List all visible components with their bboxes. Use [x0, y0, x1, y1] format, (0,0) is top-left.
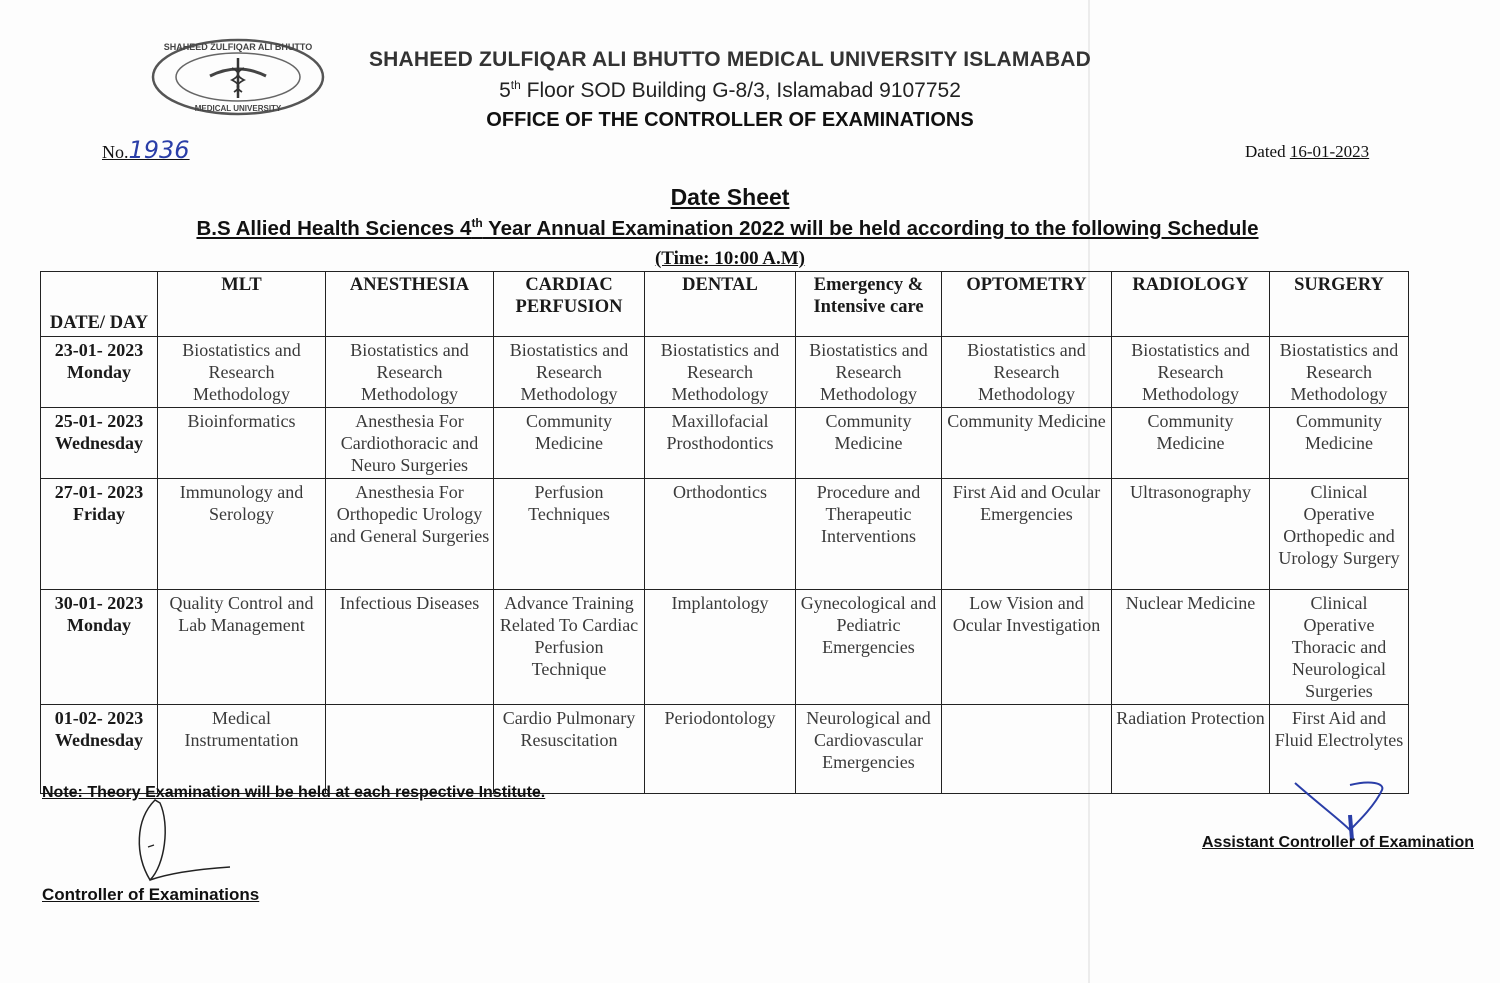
subject-cell: Community Medicine: [1270, 408, 1409, 479]
handwritten-number: 1936: [128, 136, 190, 164]
col-header-anesthesia: ANESTHESIA: [326, 272, 494, 337]
subject-cell: Procedure and Therapeutic Interventions: [796, 479, 942, 590]
reference-number: No.1936: [102, 136, 190, 164]
exam-time: (Time: 10:00 A.M): [654, 248, 806, 269]
subject-cell: Medical Instrumentation: [158, 705, 326, 794]
table-row: [41, 705, 1409, 794]
subject-cell: First Aid and Ocular Emergencies: [942, 479, 1112, 590]
date-cell: 01-02- 2023 Wednesday: [41, 705, 158, 794]
col-header-optometry: OPTOMETRY: [942, 272, 1112, 337]
controller-signature: [130, 795, 250, 895]
svg-text:MEDICAL UNIVERSITY: MEDICAL UNIVERSITY: [194, 104, 282, 113]
dated: Dated 16-01-2023: [1245, 142, 1370, 161]
subject-cell: [326, 705, 494, 794]
subject-cell: Biostatistics and Research Methodology: [796, 337, 942, 408]
col-header-mlt: MLT: [158, 272, 326, 337]
table-row: [41, 408, 1409, 479]
subject-cell: Neurological and Cardiovascular Emergencies: [796, 705, 942, 794]
subject-cell: Biostatistics and Research Methodology: [494, 337, 645, 408]
header-row: [41, 272, 1409, 337]
subject-cell: Ultrasonography: [1112, 479, 1270, 590]
subject-cell: Gynecological and Pediatric Emergencies: [796, 590, 942, 705]
svg-text:SHAHEED ZULFIQAR ALI BHUTTO: SHAHEED ZULFIQAR ALI BHUTTO: [163, 42, 313, 52]
subject-cell: Cardio Pulmonary Resuscitation: [494, 705, 645, 794]
subject-cell: Biostatistics and Research Methodology: [1270, 337, 1409, 408]
subject-cell: Community Medicine: [494, 408, 645, 479]
schedule-table: [40, 271, 1409, 794]
subject-cell: Orthodontics: [645, 479, 796, 590]
subject-cell: Quality Control and Lab Management: [158, 590, 326, 705]
subject-cell: Radiation Protection: [1112, 705, 1270, 794]
subject-cell: Community Medicine: [796, 408, 942, 479]
col-header-cardiac-perfusion: CARDIAC PERFUSION: [494, 272, 645, 337]
subject-cell: [942, 705, 1112, 794]
table-row: [41, 590, 1409, 705]
col-header-radiology: RADIOLOGY: [1112, 272, 1270, 337]
date-cell: 30-01- 2023 Monday: [41, 590, 158, 705]
col-header-date: DATE/ DAY: [41, 272, 158, 337]
date-value: 16-01-2023: [1289, 142, 1370, 161]
subject-cell: Bioinformatics: [158, 408, 326, 479]
assistant-controller-of-examination: Assistant Controller of Examination: [1202, 834, 1475, 851]
letterhead: [300, 48, 1160, 132]
col-header-emergency: Emergency & Intensive care: [796, 272, 942, 337]
table-row: [41, 337, 1409, 408]
datesheet-subtitle: B.S Allied Health Sciences 4th Year Annual Examination 2022 will be held according to the following Schedule: [196, 216, 1259, 240]
subject-cell: Immunology and Serology: [158, 479, 326, 590]
university-address: 5th Floor SOD Building G-8/3, Islamabad 9107752: [499, 78, 961, 102]
subject-cell: Community Medicine: [942, 408, 1112, 479]
subject-cell: Maxillofacial Prosthodontics: [645, 408, 796, 479]
subject-cell: Low Vision and Ocular Investigation: [942, 590, 1112, 705]
subject-cell: Clinical Operative Orthopedic and Urology Surgery: [1270, 479, 1409, 590]
subject-cell: Infectious Diseases: [326, 590, 494, 705]
subject-cell: Biostatistics and Research Methodology: [158, 337, 326, 408]
controller-of-examinations: Controller of Examinations: [42, 885, 260, 904]
subject-cell: Biostatistics and Research Methodology: [326, 337, 494, 408]
office-name: OFFICE OF THE CONTROLLER OF EXAMINATIONS: [486, 109, 974, 131]
subject-cell: Biostatistics and Research Methodology: [645, 337, 796, 408]
exam-note: Note: Theory Examination will be held at each respective Institute.: [42, 784, 546, 801]
col-header-dental: DENTAL: [645, 272, 796, 337]
col-header-surgery: SURGERY: [1270, 272, 1409, 337]
subject-cell: Perfusion Techniques: [494, 479, 645, 590]
subject-cell: Community Medicine: [1112, 408, 1270, 479]
university-name: SHAHEED ZULFIQAR ALI BHUTTO MEDICAL UNIVERSITY ISLAMABAD: [368, 48, 1092, 71]
datesheet-title: Date Sheet: [670, 184, 790, 210]
date-cell: 25-01- 2023 Wednesday: [41, 408, 158, 479]
subject-cell: Clinical Operative Thoracic and Neurological Surgeries: [1270, 590, 1409, 705]
subject-cell: Nuclear Medicine: [1112, 590, 1270, 705]
subject-cell: Implantology: [645, 590, 796, 705]
subject-cell: Anesthesia For Orthopedic Urology and General Surgeries: [326, 479, 494, 590]
date-cell: 23-01- 2023 Monday: [41, 337, 158, 408]
subject-cell: Biostatistics and Research Methodology: [1112, 337, 1270, 408]
date-cell: 27-01- 2023 Friday: [41, 479, 158, 590]
table-row: [41, 479, 1409, 590]
subject-cell: Biostatistics and Research Methodology: [942, 337, 1112, 408]
subject-cell: Advance Training Related To Cardiac Perfusion Technique: [494, 590, 645, 705]
subject-cell: Anesthesia For Cardiothoracic and Neuro Surgeries: [326, 408, 494, 479]
subject-cell: First Aid and Fluid Electrolytes: [1270, 705, 1409, 794]
subject-cell: Periodontology: [645, 705, 796, 794]
